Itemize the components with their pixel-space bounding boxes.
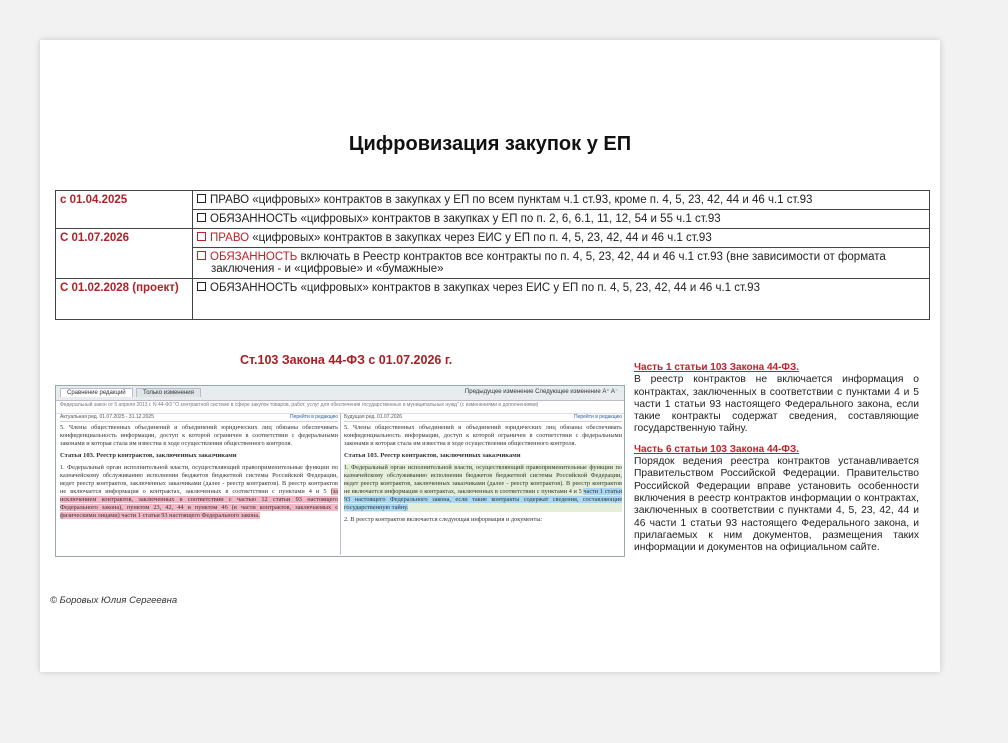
item-text: ПРАВО «цифровых» контрактов в закупках у ЕП по всем пунктам ч.1 ст.93, кроме п. 4, 5, 23, 42, 44 и 46 ч.1 ст.93 xyxy=(210,194,813,206)
date-cell: С 01.07.2026 xyxy=(56,229,193,279)
checkbox-icon xyxy=(197,232,206,241)
right-pane xyxy=(344,413,622,555)
slide-title: Цифровизация закупок у ЕП xyxy=(348,133,632,155)
article-heading: Статья 103. Реестр контрактов, заключенных заказчиками xyxy=(60,452,237,459)
checkbox-icon xyxy=(197,282,206,291)
checkbox-icon xyxy=(197,213,206,222)
date-cell: с 01.04.2025 xyxy=(56,191,193,229)
removed-text: (за исключением контрактов, заключенных в соответствии с частью 12 статьи 93 настоящего Федерального закона), пунктом 23, 42, 44 и пунктом 46 (в части контрактов, заключаемых с физическими лицами) части 1 статьи 93 настоящего Федерального закона. xyxy=(60,488,338,519)
author-credit: © Боровых Юлия Сергеевна xyxy=(50,595,178,606)
item-text: ОБЯЗАННОСТЬ «цифровых» контрактов в закупках у ЕП по п. 2, 6, 6.1, 11, 12, 54 и 55 ч.1 ст.93 xyxy=(210,213,721,225)
left-para-1: 1. Федеральный орган исполнительной власти, осуществляющий правоприменительные функции по казначейскому обслуживанию исполнения бюджетов бюджетной системы Российской Федерации, ведет реестр контрактов, заключенных заказчиками (далее - реестр контрактов). В реестр контрактов не включается информация о контрактах, заключенных в соответствии с пунктами 4 и 5 (за исключением контрактов, заключенных в соответствии с частью 12 статьи 93 настоящего Федерального закона), пунктом 23, 42, 44 и пунктом 46 (в части контрактов, заключаемых с физическими лицами) части 1 статьи 93 настоящего Федерального закона. xyxy=(60,464,338,519)
right-para-2: 2. В реестр контрактов включается следующая информация и документы: xyxy=(344,516,543,523)
table-row xyxy=(56,191,930,210)
article-heading: Статья 103. Реестр контрактов, заключенных заказчиками xyxy=(344,452,521,459)
checkbox-icon xyxy=(197,194,206,203)
tab-compare: Сравнение редакций xyxy=(60,388,133,397)
item-keyword: ОБЯЗАННОСТЬ xyxy=(210,251,298,263)
item-cell xyxy=(193,210,930,229)
tab-changes-only: Только изменения xyxy=(136,388,201,397)
checkbox-icon xyxy=(197,251,206,260)
law-title-line: Федеральный закон от 5 апреля 2013 г. N 44-ФЗ "О контрактной системе в сфере закупок товаров, работ, услуг для обеспечения государственных и муниципальных нужд" (с изменениями и дополнениями) xyxy=(56,401,624,414)
note-text: Порядок ведения реестра контрактов устанавливается Правительством Российской Федерации. Правительство Российской Федерации вправе установить особенности включения в реестр контрактов информации о контрактах, заключенных в соответствии с пунктами 4, 5, 23, 42, 44 и 46 части 1 статьи 93 настоящего Федерального закона, и прилагаемых к ним документов, размещения таких информации и документов на официальном сайте. xyxy=(634,456,919,554)
right-para-1: 1. Федеральный орган исполнительной власти, осуществляющий правоприменительные функции по казначейскому обслуживанию исполнения бюджетов бюджетной системы Российской Федерации, ведет реестр контрактов, заключенных заказчиками (далее - реестр контрактов). В реестр контрактов не включается информация о контрактах, заключенных в соответствии с пунктами 4 и 5 части 1 статьи 93 настоящего Федерального закона, если такие контракты содержат сведения, составляющие государственную тайну. xyxy=(344,464,622,511)
left-pane-header: Актуальная ред. 01.07.2025 - 31.12.2025 Перейти в редакцию xyxy=(60,414,338,420)
slide xyxy=(40,40,940,672)
date-cell: С 01.02.2028 (проект) xyxy=(56,279,193,320)
para-5: 5. Члены общественных объединений и объединений юридических лиц обязаны обеспечивать конфиденциальность информации, доступ к которой ограничен в соответствии с федеральными законами и которая стала им известна в ходе осуществления общественного контроля. xyxy=(60,424,338,447)
item-keyword: ПРАВО xyxy=(210,232,250,244)
item-text: ОБЯЗАННОСТЬ «цифровых» контрактов в закупках через ЕИС у ЕП по п. 4, 5, 23, 42, 44 и 46 ч.1 ст.93 xyxy=(210,282,760,294)
item-cell xyxy=(193,279,930,320)
item-cell xyxy=(193,229,930,248)
item-cell xyxy=(193,191,930,210)
item-text: включать в Реестр контрактов все контракты по п. 4, 5, 23, 42, 44 и 46 ч.1 ст.93 (вне зависимости от формата заключения - и «цифровые» и «бумажные» xyxy=(211,251,886,275)
item-text: «цифровых» контрактов в закупках через ЕИС у ЕП по п. 4, 5, 23, 42, 44 и 46 ч.1 ст.93 xyxy=(249,232,712,244)
note-text: В реестр контрактов не включается информация о контрактах, заключенных в соответствии с пунктами 4 и 5 части 1 статьи 93 настоящего Федерального закона, если такие контракты содержат сведения, составляющие государственную тайну. xyxy=(634,374,919,435)
table-row xyxy=(56,229,930,248)
section-subtitle: Ст.103 Закона 44-ФЗ с 01.07.2026 г. xyxy=(240,353,453,367)
pane-divider xyxy=(340,413,341,555)
note-heading: Часть 6 статьи 103 Закона 44-ФЗ. xyxy=(634,443,799,455)
note-heading: Часть 1 статьи 103 Закона 44-ФЗ. xyxy=(634,362,799,373)
side-notes xyxy=(634,362,919,562)
right-pane-header: Будущая ред. 01.07.2026 Перейти в редакцию xyxy=(344,414,622,420)
law-comparison-screenshot xyxy=(55,385,625,557)
screenshot-toolbar: Предыдущее изменение Следующее изменение A⁺ A⁻ xyxy=(464,389,618,395)
regulation-table xyxy=(55,190,930,320)
added-text: части 1 статьи 93 настоящего Федерального закона, если такие контракты содержат сведения, составляющие государственную тайну. xyxy=(344,488,622,511)
screenshot-tabbar xyxy=(56,386,624,401)
item-cell xyxy=(193,248,930,279)
left-pane xyxy=(60,413,338,555)
table-row xyxy=(56,279,930,320)
para-5: 5. Члены общественных объединений и объединений юридических лиц обязаны обеспечивать конфиденциальность информации, доступ к которой ограничен в соответствии с федеральными законами и которая стала им известна в ходе осуществления общественного контроля. xyxy=(344,424,622,447)
